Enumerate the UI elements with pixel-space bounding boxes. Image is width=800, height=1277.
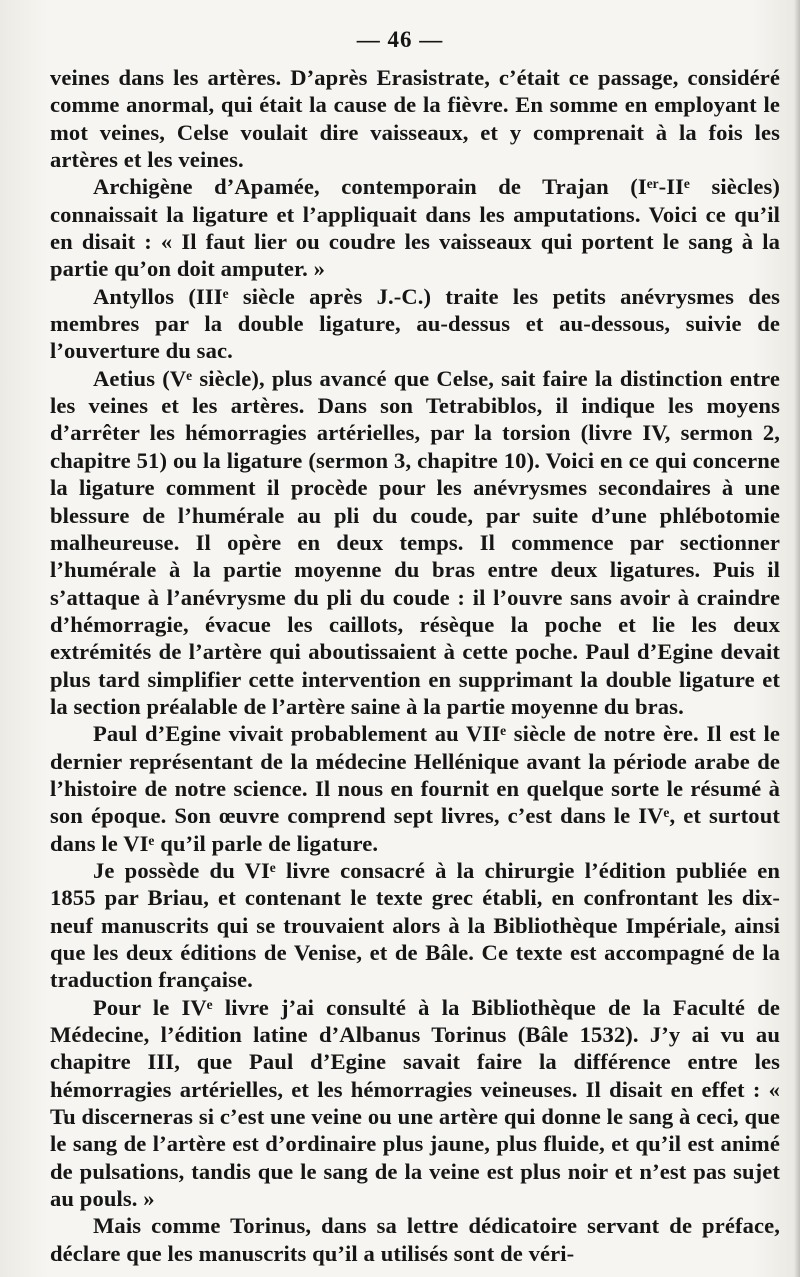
paragraph-4: Aetius (Vᵉ siècle), plus avancé que Celse, sait faire la distinction entre les veines et les artères. Dans son Tetrabiblos, il indique les moyens d’arrêter les hémorragies artérielles, par la torsion (livre IV, sermon 2, chapitre 51) ou la ligature (sermon 3, chapitre 10). Voici en ce qui concerne la ligature comment il procède pour les anévrysmes secondaires à une blessure de l’humérale au pli du coude, par suite d’une phlébotomie malheureuse. Il opère en deux temps. Il commence par sectionner l’humérale à la partie moyenne du bras entre deux ligatures. Puis il s’attaque à l’anévrysme du pli du coude : il l’ouvre sans avoir à craindre d’hémorragie, évacue les caillots, résèque la poche et lie les deux extrémités de l’artère qui aboutissaient à cette poche. Paul d’Egine devait plus tard simplifier cette intervention en supprimant la double ligature et la section préalable de l’artère saine à la partie moyenne du bras. — [50, 365, 780, 719]
page-edge-shadow — [794, 0, 800, 1277]
paragraph-8: Mais comme Torinus, dans sa lettre dédicatoire servant de préface, déclare que les manuscrits qu’il a utilisés sont de véri- — [50, 1213, 780, 1266]
page-number: — 46 — — [356, 27, 444, 52]
paragraph-5: Paul d’Egine vivait probablement au VIIᵉ siècle de notre ère. Il est le dernier représentant de la médecine Hellénique avant la période arabe de l’histoire de notre science. Il nous en fournit en quelque sorte le résumé à son époque. Son œuvre comprend sept livres, c’est dans le IVᵉ, et surtout dans le VIᵉ qu’il parle de ligature. — [50, 721, 780, 856]
paragraph-2: Archigène d’Apamée, contemporain de Trajan (Iᵉʳ-IIᵉ siècles) connaissait la ligature et l’appliquait dans les amputations. Voici ce qu’il en disait : « Il faut lier ou coudre les vaisseaux qui portent le sang à la partie qu’on doit amputer. » — [50, 174, 780, 282]
paragraph-3: Antyllos (IIIᵉ siècle après J.-C.) traite les petits anévrysmes des membres par la double ligature, au-dessus et au-dessous, suivie de l’ouverture du sac. — [50, 283, 780, 364]
paragraph-6: Je possède du VIᵉ livre consacré à la chirurgie l’édition publiée en 1855 par Briau, et contenant le texte grec établi, en confrontant les dix-neuf manuscrits qui se trouvaient alors à la Bibliothèque Impériale, ainsi que les deux éditions de Venise, et de Bâle. Ce texte est accompagné de la traduction française. — [50, 857, 780, 993]
body-text — [50, 64, 780, 1267]
paragraph-7: Pour le IVᵉ livre j’ai consulté à la Bibliothèque de la Faculté de Médecine, l’édition latine d’Albanus Torinus (Bâle 1532). J’y ai vu au chapitre III, que Paul d’Egine savait faire la différence entre les hémorragies artérielles, et les hémorragies veineuses. Il disait en effet : « Tu discerneras si c’est une veine ou une artère qui donne le sang à ceci, que le sang de l’artère est d’ordinaire plus jaune, plus fluide, et qu’il est animé de pulsations, tandis que le sang de la veine est plus noir et n’est pas sujet au pouls. » — [50, 994, 780, 1212]
paragraph-1: veines dans les artères. D’après Erasistrate, c’était ce passage, considéré comme anormal, qui était la cause de la fièvre. En somme en employant le mot veines, Celse voulait dire vaisseaux, et y comprenait à la fois les artères et les veines. — [50, 65, 780, 173]
